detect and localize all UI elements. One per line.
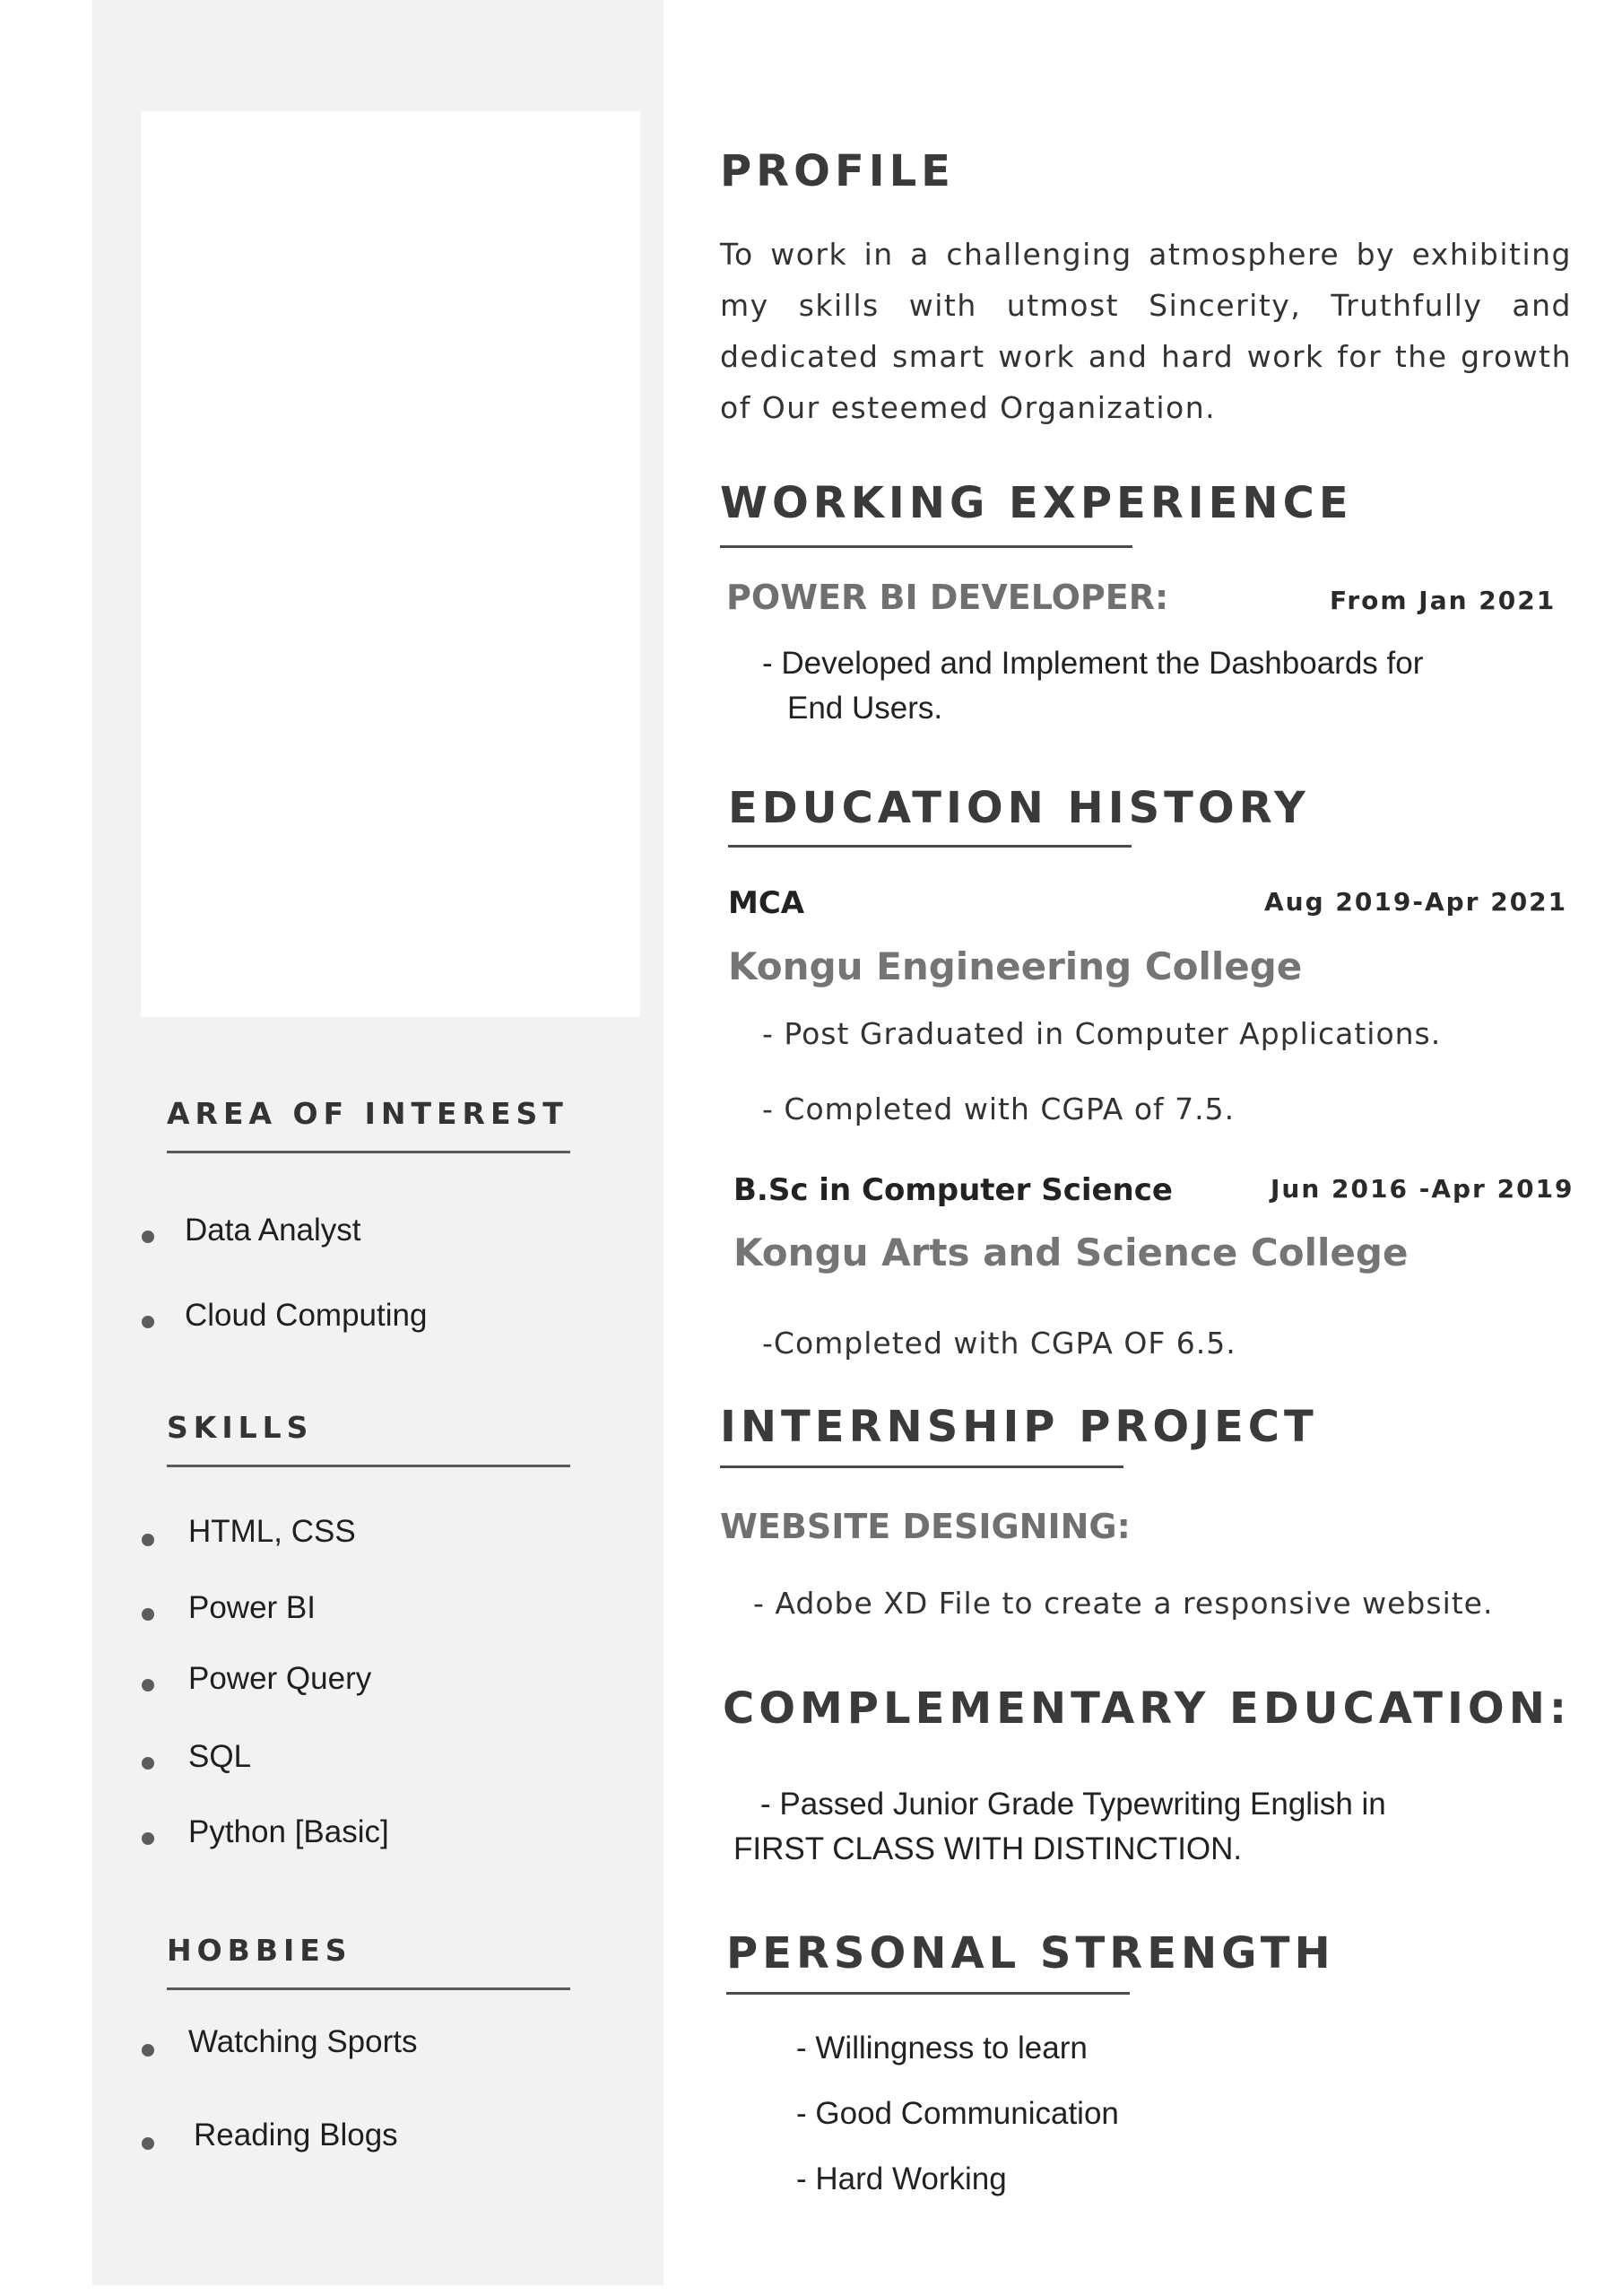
hobby-label: Watching Sports — [188, 2024, 418, 2059]
college-name: Kongu Arts and Science College — [733, 1231, 1409, 1274]
skill-label: Power BI — [188, 1590, 316, 1625]
strength-underline — [726, 1992, 1130, 1995]
education-date: Jun 2016 -Apr 2019 — [1271, 1174, 1574, 1204]
complementary-heading: COMPLEMENTARY EDUCATION: — [723, 1683, 1572, 1734]
degree-title: MCA — [728, 885, 805, 921]
skill-label: Python [Basic] — [188, 1814, 389, 1849]
strength-item: - Willingness to learn — [796, 2031, 1088, 2066]
interest-label: Cloud Computing — [185, 1298, 428, 1333]
hobbies-heading: HOBBIES — [167, 1933, 570, 1990]
job-title: POWER BI DEVELOPER: — [726, 578, 1169, 617]
internship-underline — [720, 1465, 1123, 1468]
area-of-interest-heading: AREA OF INTEREST — [167, 1096, 570, 1153]
education-point: - Post Graduated in Computer Applications. — [762, 1016, 1442, 1051]
degree-title: B.Sc in Computer Science — [733, 1172, 1173, 1208]
experience-heading: WORKING EXPERIENCE — [720, 478, 1353, 528]
skill-label: Power Query — [188, 1661, 372, 1696]
skills-heading: SKILLS — [167, 1410, 570, 1467]
profile-text: To work in a challenging atmosphere by exhibiting my skills with utmost Sincerity, Truthfully and dedicated smart work and hard work for the growth of Our esteemed Organization. — [720, 237, 1572, 425]
project-description: - Adobe XD File to create a responsive website. — [753, 1586, 1494, 1621]
skill-label: SQL — [188, 1739, 252, 1774]
education-underline — [728, 845, 1132, 848]
education-point: -Completed with CGPA OF 6.5. — [762, 1326, 1236, 1361]
strength-heading: PERSONAL STRENGTH — [726, 1928, 1335, 1979]
internship-heading: INTERNSHIP PROJECT — [720, 1402, 1318, 1452]
complementary-line: FIRST CLASS WITH DISTINCTION. — [733, 1831, 1243, 1866]
skill-label: HTML, CSS — [188, 1514, 356, 1549]
college-name: Kongu Engineering College — [728, 944, 1303, 988]
experience-underline — [720, 545, 1132, 548]
interest-label: Data Analyst — [185, 1213, 361, 1248]
job-date: From Jan 2021 — [1330, 586, 1557, 615]
project-title: WEBSITE DESIGNING: — [720, 1507, 1131, 1546]
complementary-line: - Passed Junior Grade Typewriting English in — [760, 1787, 1386, 1822]
job-description-line: - Developed and Implement the Dashboards for — [762, 646, 1424, 681]
education-point: - Completed with CGPA of 7.5. — [762, 1091, 1236, 1126]
education-heading: EDUCATION HISTORY — [728, 783, 1310, 833]
hobby-label: Reading Blogs — [194, 2118, 398, 2152]
job-description-line: End Users. — [787, 691, 943, 726]
strength-item: - Hard Working — [796, 2161, 1007, 2196]
profile-heading: PROFILE — [720, 146, 955, 196]
education-date: Aug 2019-Apr 2021 — [1264, 887, 1568, 917]
strength-item: - Good Communication — [796, 2096, 1119, 2131]
